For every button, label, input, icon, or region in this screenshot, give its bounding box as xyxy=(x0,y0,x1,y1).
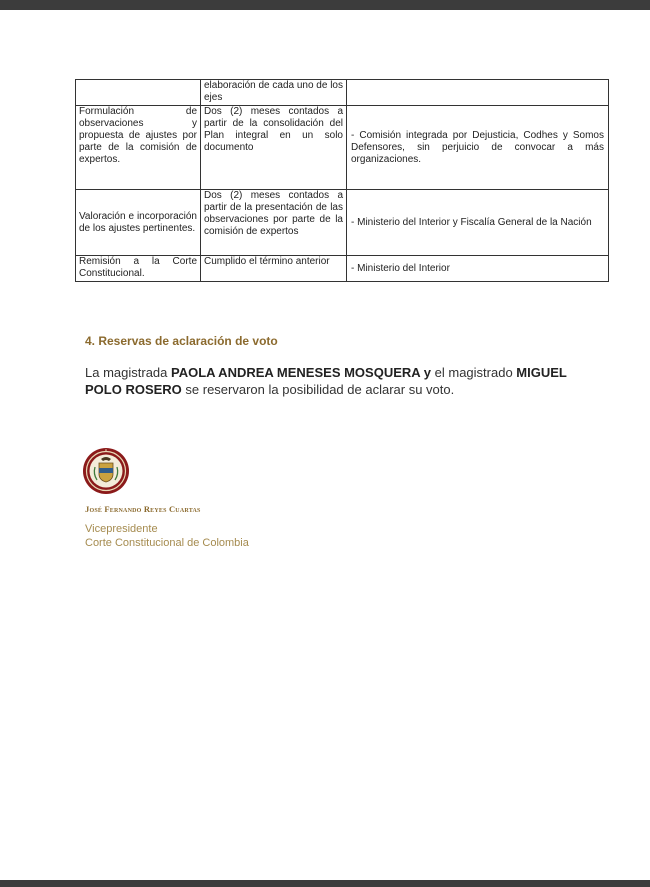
activity-cell: Remisión a la Corte Constitucional. xyxy=(76,256,201,282)
table-row xyxy=(76,190,609,256)
activity-cell: Formulación de observaciones y propuesta de ajustes por parte de la comisión de expertos. xyxy=(76,106,201,190)
viewer-top-bar xyxy=(0,0,650,10)
responsible-cell: - Ministerio del Interior xyxy=(347,256,609,282)
activity-cell xyxy=(76,80,201,106)
term-cell: elaboración de cada uno de los ejes xyxy=(201,80,347,106)
table-row xyxy=(76,106,609,190)
signatory-name: José Fernando Reyes Cuartas xyxy=(85,504,201,514)
magistrate-name: MIGUEL POLO ROSERO xyxy=(85,365,567,397)
table-row xyxy=(76,256,609,282)
term-cell: Cumplido el término anterior xyxy=(201,256,347,282)
responsible-cell xyxy=(347,80,609,106)
signatory-institution: Corte Constitucional de Colombia xyxy=(85,537,249,549)
paragraph-text: se reservaron la posibilidad de aclarar su voto. xyxy=(181,382,455,397)
viewer-bottom-bar xyxy=(0,880,650,887)
signatory-title: Vicepresidente xyxy=(85,523,158,535)
paragraph-text: el magistrado xyxy=(431,365,517,380)
responsible-cell: - Comisión integrada por Dejusticia, Codhes y Somos Defensores, sin perjuicio de convocar a más organizaciones. xyxy=(347,106,609,190)
schedule-table xyxy=(75,79,609,282)
term-cell: Dos (2) meses contados a partir de la presentación de las observaciones por parte de la comisión de expertos xyxy=(201,190,347,256)
section-heading: 4. Reservas de aclaración de voto xyxy=(85,334,278,348)
term-cell: Dos (2) meses contados a partir de la consolidación del Plan integral en un solo documento xyxy=(201,106,347,190)
magistrate-name: PAOLA ANDREA MENESES MOSQUERA xyxy=(171,365,421,380)
court-seal-icon xyxy=(82,447,130,495)
voting-paragraph xyxy=(85,364,595,398)
activity-cell: Valoración e incorporación de los ajustes pertinentes. xyxy=(76,190,201,256)
table-row xyxy=(76,80,609,106)
responsible-cell: - Ministerio del Interior y Fiscalía General de la Nación xyxy=(347,190,609,256)
paragraph-conjunction: y xyxy=(420,365,432,380)
paragraph-text: La magistrada xyxy=(85,365,171,380)
